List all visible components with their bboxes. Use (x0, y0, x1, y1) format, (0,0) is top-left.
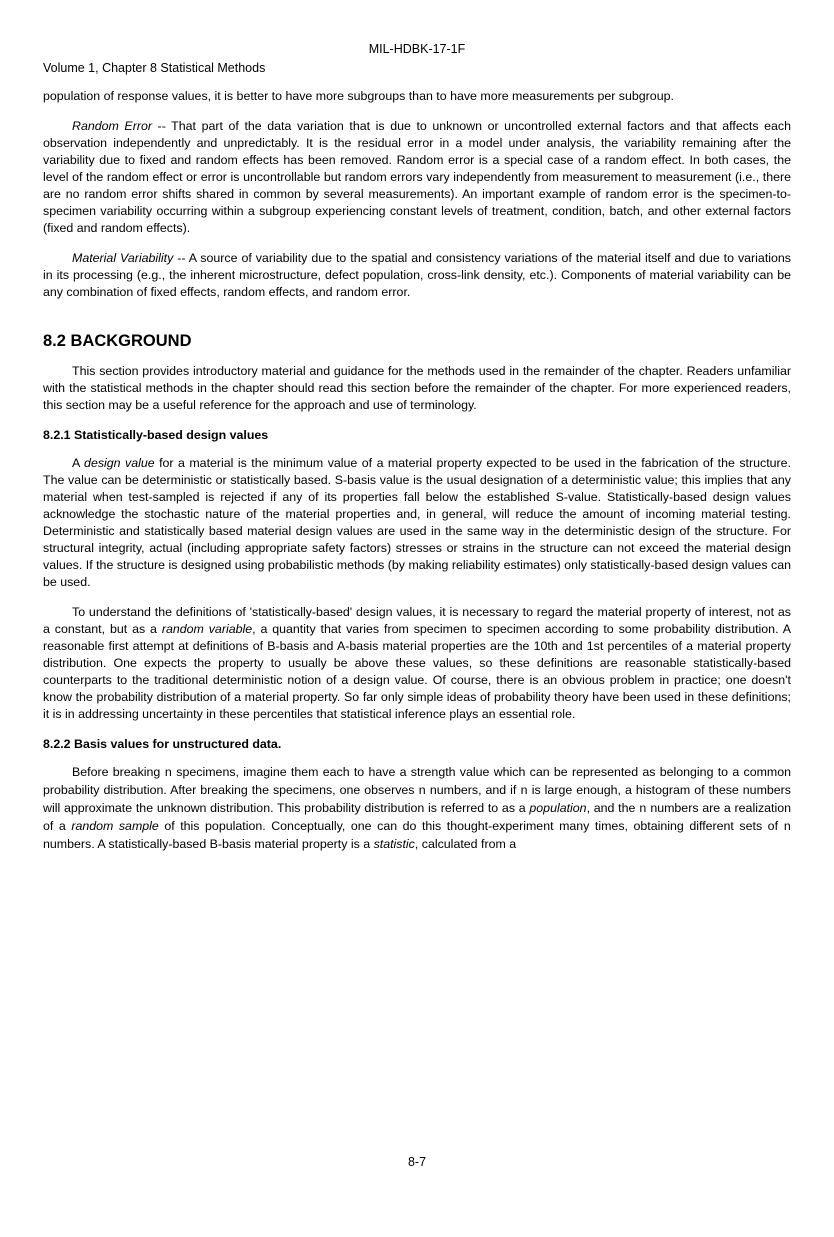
paragraph-design-value (43, 455, 791, 591)
paragraph-basis-values (43, 764, 791, 853)
text-run: of this population. Conceptually, one can do this thought-experiment many times, obtaining different sets of (158, 819, 784, 833)
variable-n: n (418, 784, 426, 798)
term-random-error: Random Error (72, 119, 152, 133)
document-body (43, 88, 791, 866)
text-run: , calculated from a (414, 837, 517, 851)
paragraph-statistically-based (43, 604, 791, 723)
text-run: specimens, imagine them each to have a strength value which can be represented as belonging to a common probability distribution. After breaking the specimens, one observes (43, 765, 792, 797)
term-statistic: statistic (373, 837, 415, 851)
paragraph-random-error (43, 118, 791, 237)
paragraph-background: This section provides introductory material and guidance for the methods used in the remainder of the chapter. Readers unfamiliar with the statistical methods in the chapter should read this section before the remainder of the chapter. For more experienced readers, this section may be a useful reference for the approach and use of terminology. (43, 364, 791, 412)
chapter-title: Volume 1, Chapter 8 Statistical Methods (43, 61, 266, 75)
page-number: 8-7 (407, 1155, 427, 1169)
text-run: To understand the definitions of 'statistically-based' design values, it is necessary to regard the material property of interest, not as a constant, but as a (43, 605, 791, 636)
section-heading-8-2: 8.2 BACKGROUND (43, 332, 192, 350)
paragraph-continued: population of response values, it is better to have more subgroups than to have more measurements per subgroup. (43, 89, 674, 103)
variable-n: n (520, 784, 528, 798)
text-run: A (72, 456, 85, 470)
definition-text: -- A source of variability due to the spatial and consistency variations of the material itself and due to variations in its processing (e.g., the inherent microstructure, defect population, cross-link density, etc.). Components of material variability can be any combination of fixed effects, random effects, and random error. (43, 251, 792, 299)
variable-n: n (639, 802, 647, 816)
text-run: for a material is the minimum value of a material property expected to be used in the fabrication of the structure. The value can be deterministic or statistically based. S-basis value is the usual designation of a deterministic value; this implies that any material when test-sampled is rejected if any of its properties fall below the established S-value. Statistically-based design values acknowledge the stochastic nature of the material properties and, in general, will reduce the amount of incoming material testing. Deterministic and statistically based material design values are used in the same way in the deterministic design of the structure. For structural integrity, actual (including appropriate safety factors) stresses or strains in the structure can not exceed the material design values. If the structure is designed using probabilistic methods (by making reliability estimates) only statistically-based design values can be used. (43, 456, 791, 589)
text-run: numbers. A statistically-based B-basis material property is a (43, 837, 374, 851)
variable-n: n (164, 766, 173, 780)
text-run: , and the (586, 801, 640, 815)
variable-n: n (783, 820, 791, 834)
term-material-variability: Material Variability (72, 251, 174, 265)
document-id: MIL-HDBK-17-1F (368, 42, 466, 56)
section-heading-8-2-2: 8.2.2 Basis values for unstructured data. (43, 737, 282, 751)
definition-text: -- That part of the data variation that is due to unknown or uncontrolled external factors and that affects each observation independently and unpredictably. It is the residual error in a model under analysis, the variability remaining after the variability due to fixed and random effects has been removed. Random error is a special case of a random effect. In both cases, the level of the random effect or error is uncontrollable but random errors vary independently from measurement to measurement (i.e., there are no random error shifts shared in common by several measurements). An important example of random error is the specimen-to-specimen variability occurring within a subgroup experiencing constant levels of treatment, condition, batch, and other external factors (fixed and random effects). (43, 119, 792, 235)
paragraph-material-variability (43, 250, 791, 301)
term-design-value: design value (84, 456, 155, 470)
text-run: numbers, and if (425, 783, 521, 797)
text-run: is large enough, a histogram of these numbers will approximate the unknown distribution. This probability distribution is referred to as a (43, 783, 791, 815)
text-run: numbers are a realization of a (43, 801, 792, 833)
text-run: , a quantity that varies from specimen to specimen according to some probability distribution. A reasonable first attempt at definitions of B-basis and A-basis material properties are the 10th and 1st percentiles of a material property distribution. One expects the property to usually be above these values, so these definitions are reasonable statistically-based counterparts to the traditional deterministic notion of a design value. Of course, there is an obvious problem in practice; one doesn't know the probability distribution of a material property. So far only simple ideas of probability theory have been used in these definitions; it is in addressing uncertainty in these percentiles that statistical inference plays an essential role. (43, 622, 791, 721)
term-population: population (529, 801, 587, 815)
text-run: Before breaking (72, 765, 165, 779)
term-random-variable: random variable (161, 622, 253, 636)
term-random-sample: random sample (71, 819, 159, 833)
section-heading-8-2-1: 8.2.1 Statistically-based design values (43, 428, 269, 442)
